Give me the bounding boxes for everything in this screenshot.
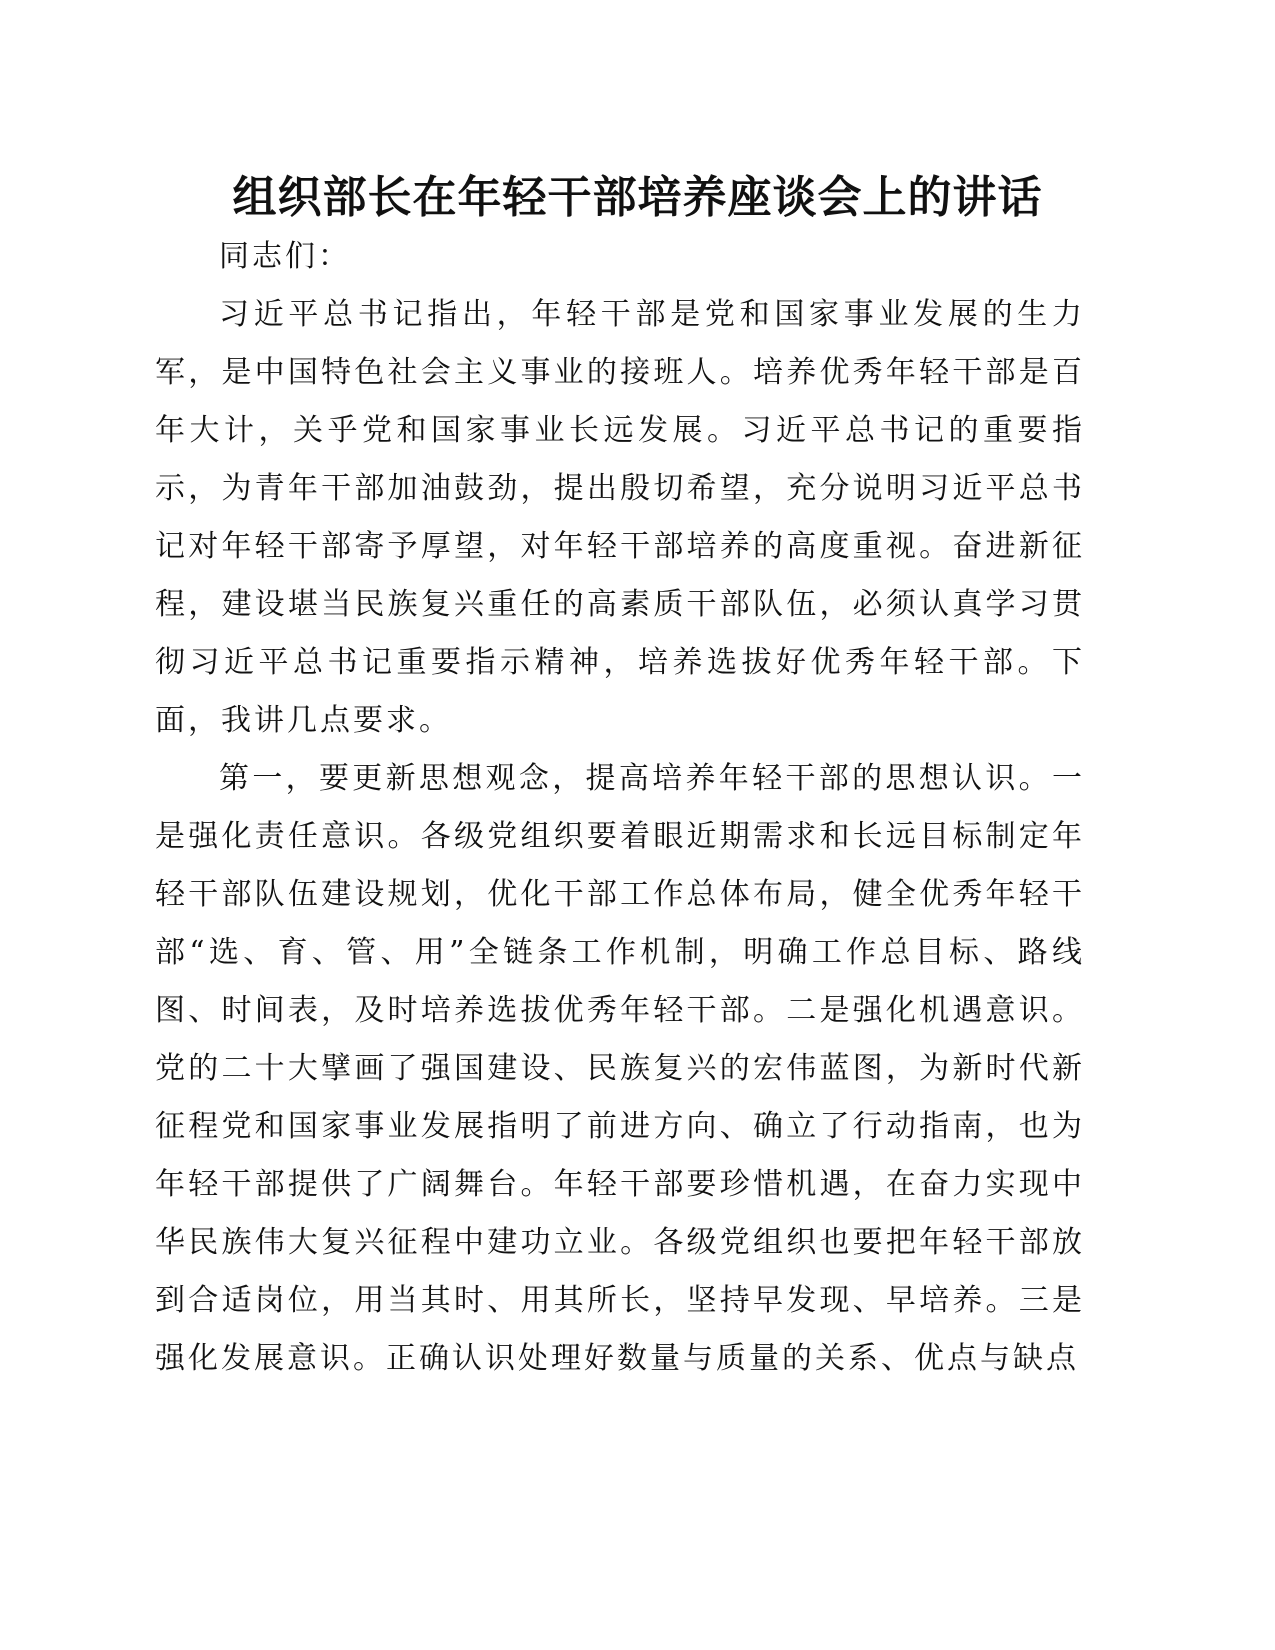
document-title: 组织部长在年轻干部培养座谈会上的讲话 bbox=[232, 172, 1043, 223]
document-body bbox=[155, 228, 1085, 1388]
paragraph-first-point: 第一，要更新思想观念，提高培养年轻干部的思想认识。一是强化责任意识。各级党组织要着眼近期需求和长远目标制定年轻干部队伍建设规划，优化干部工作总体布局，健全优秀年轻干部“选、育、管、用”全链条工作机制，明确工作总目标、路线图、时间表，及时培养选拔优秀年轻干部。二是强化机遇意识。党的二十大擘画了强国建设、民族复兴的宏伟蓝图，为新时代新征程党和国家事业发展指明了前进方向、确立了行动指南，也为年轻干部提供了广阔舞台。年轻干部要珍惜机遇，在奋力实现中华民族伟大复兴征程中建功立业。各级党组织也要把年轻干部放到合适岗位，用当其时、用其所长，坚持早发现、早培养。三是强化发展意识。正确认识处理好数量与质量的关系、优点与缺点 bbox=[155, 761, 1085, 1376]
paragraph-intro: 习近平总书记指出，年轻干部是党和国家事业发展的生力军，是中国特色社会主义事业的接班人。培养优秀年轻干部是百年大计，关乎党和国家事业长远发展。习近平总书记的重要指示，为青年干部加油鼓劲，提出殷切希望，充分说明习近平总书记对年轻干部寄予厚望，对年轻干部培养的高度重视。奋进新征程，建设堪当民族复兴重任的高素质干部队伍，必须认真学习贯彻习近平总书记重要指示精神，培养选拔好优秀年轻干部。下面，我讲几点要求。 bbox=[155, 297, 1085, 738]
salutation: 同志们： bbox=[219, 239, 351, 274]
